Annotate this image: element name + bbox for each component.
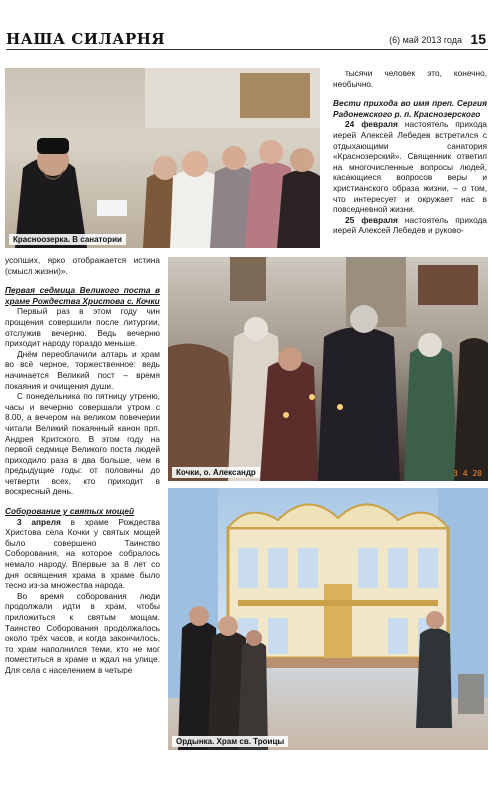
paragraph: усопших, ярко отображается истина (смысл жизни)». (5, 255, 160, 276)
paragraph-text: настоятель прихода иерей Алексей Лебедев встретился с отдыхающими санатория «Краснозерский». Священник ответил на многочисленные вопросы людей, касающиеся вопросов веры и христианского образа жизни, – о том, что интересует и окружает нас в повседневной жизни. (333, 119, 487, 215)
paragraph-text: настоятель прихода иерей Алексей Лебедев и руково- (333, 214, 487, 236)
paragraph (5, 517, 160, 591)
paragraph: Первый раз в этом году чин прощения совершили после литургии, отслужив вечерню. Ведь вечерню приходит народу гораздо меньше. (5, 306, 160, 349)
paragraph: тысячи человек это, конечно, необычно. (333, 68, 487, 89)
photo-kochki (168, 257, 488, 481)
sanatorium-scene (5, 68, 320, 248)
paragraph-text: в храме Рождества Христова села Кочки у святых мощей было совершено Таинство Соборования, на которое собралось немало народу. Впервые за 8 лет со дня освящения храма в храме было тесно из-за множества народа. (5, 516, 160, 591)
paragraph (333, 119, 487, 214)
date-highlight: 24 февраля (345, 119, 398, 130)
photo-caption: Красноозерка. В санатории (9, 234, 126, 245)
photo-date-stamp: 3 4 20 (453, 469, 482, 478)
article-column-left (5, 255, 160, 676)
paragraph: Во время соборования люди продолжали идти в храм, чтобы приложиться к святым мощам. Таинство Соборования продолжалось около трёх часов, и когда закончилось, то храм наполнился теми, кто не мог поместиться в храме и ждал на улице. Для села с населением в четыре (5, 590, 160, 675)
ordynka-scene (168, 488, 488, 750)
date-highlight: 25 февраля (345, 214, 398, 225)
photo-caption: Кочки, о. Александр (172, 467, 260, 478)
photo-ordynka (168, 488, 488, 750)
date-highlight: 3 апреля (17, 516, 61, 527)
issue-date: (6) май 2013 года (389, 35, 462, 45)
paragraph (333, 215, 487, 236)
newspaper-logo: НАША СИЛАРНЯ (6, 30, 166, 48)
kochki-scene (168, 257, 488, 481)
photo-caption: Ордынка. Храм св. Троицы (172, 736, 288, 747)
page-number: 15 (470, 31, 486, 47)
photo-sanatorium (5, 68, 320, 248)
paragraph: С понедельника по пятницу утреню, часы и вечерню совершали утром с 8.00, а вечером на великом повечерии читали Великий покаянный канон прп. Андрея Критского. В этом году на первой седмице Великого поста людей приходило раза в два больше, чем в предыдущие годы: от половины до четверти всех, кто приходит в воскресный день. (5, 391, 160, 497)
header-divider (6, 49, 488, 50)
section-heading: Первая седмица Великого поста в храме Рождества Христова с. Кочки (5, 285, 160, 306)
section-heading: Вести прихода во имя преп. Сергия Радонежского р. п. Краснозерского (333, 98, 487, 119)
article-column-right-top (333, 68, 487, 236)
section-heading: Соборование у святых мощей (5, 506, 135, 517)
paragraph: Днём переоблачили алтарь и храм во всё черное, торжественное: ведь начинается Великий пост – время покаяния и очищения души. (5, 348, 160, 391)
